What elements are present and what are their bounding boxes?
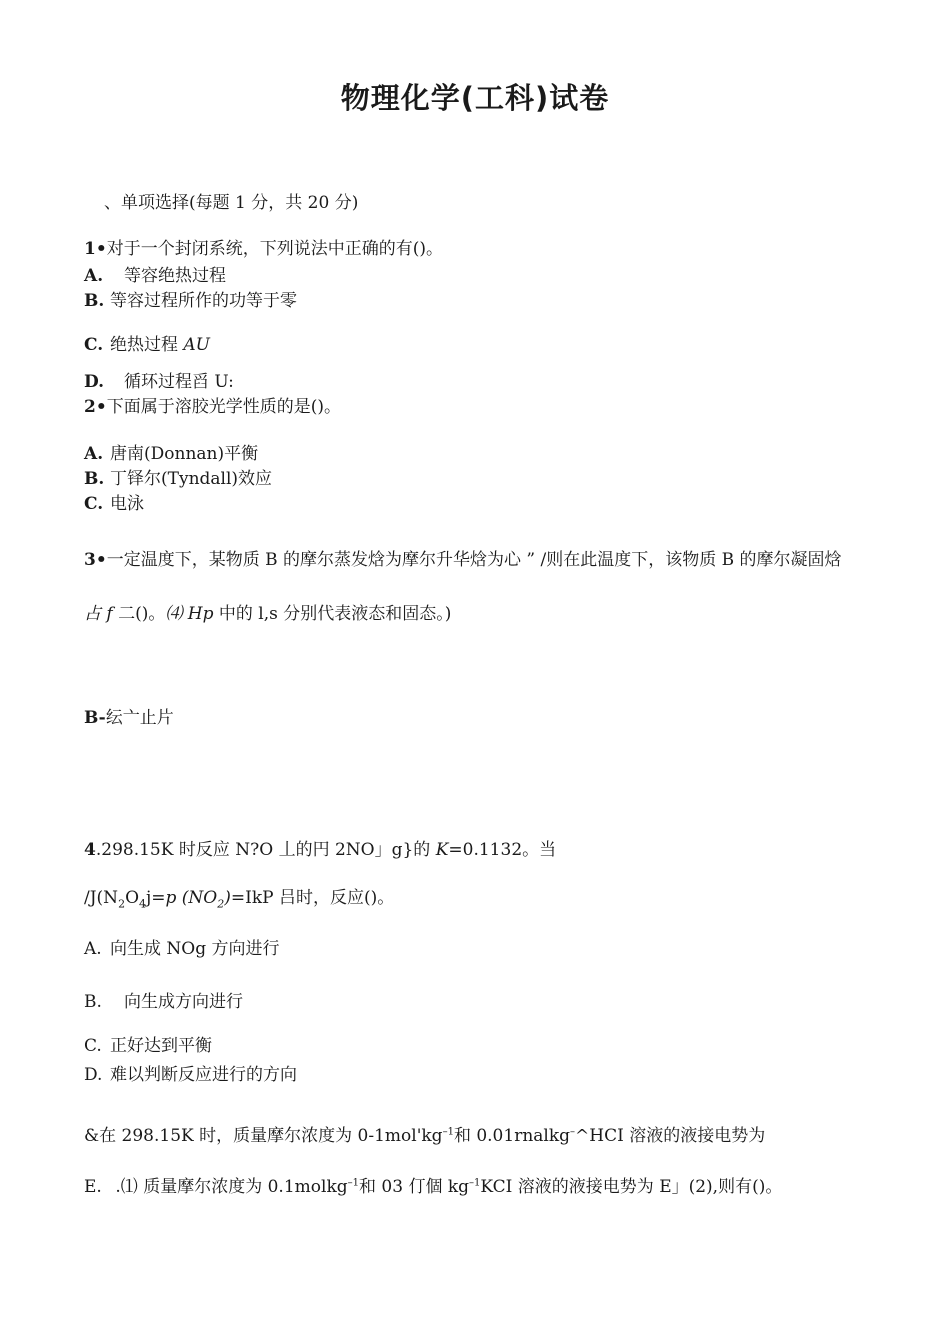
superscript: –1 — [442, 1126, 454, 1138]
option-label: B- — [84, 708, 106, 728]
subscript: 2 — [217, 897, 225, 911]
math-expression: K — [435, 840, 449, 860]
question-2-option-b — [84, 464, 272, 489]
question-number: 1• — [84, 239, 107, 259]
option-math: AU — [183, 335, 211, 355]
option-text: 丁铎尔(Tyndall)效应 — [110, 469, 273, 489]
option-text: 循环过程舀 U: — [124, 372, 234, 392]
option-text: 纭亠止片 — [105, 708, 174, 728]
question-text: 和 03 仃個 kg — [359, 1177, 470, 1197]
question-2-option-a — [84, 439, 258, 464]
question-text: 二()。 — [118, 604, 166, 624]
math-expression: 占 f — [84, 604, 119, 624]
option-label: B. — [84, 992, 102, 1012]
option-label: B. — [84, 291, 105, 311]
option-label: A. — [84, 444, 104, 464]
question-3-stem — [84, 545, 842, 570]
question-text: ^HCI 溶液的液接电势为 — [575, 1126, 766, 1146]
question-1-option-a — [84, 261, 226, 286]
superscript: – — [570, 1126, 576, 1138]
option-label: D. — [84, 1065, 103, 1085]
option-label: E. — [84, 1177, 102, 1197]
question-text: &在 298.15K 时，质量摩尔浓度为 0-1mol'kg — [84, 1126, 443, 1146]
option-text: 绝热过程 — [110, 335, 184, 355]
question-5-stem — [84, 1121, 765, 1146]
question-text: .298.15K 时反应 N?O 丄的円 2NO」g}的 — [95, 840, 436, 860]
question-text: .⑴ 质量摩尔浓度为 0.1molkg — [110, 1177, 348, 1197]
question-3-option-b — [84, 703, 174, 728]
option-label: C. — [84, 494, 104, 514]
option-label: D. — [84, 372, 105, 392]
question-text: 和 0.01rnalkg — [453, 1126, 571, 1146]
question-4-option-c — [84, 1031, 212, 1056]
option-label: B. — [84, 469, 105, 489]
question-text: 对于一个封闭系统，下列说法中正确的有()。 — [106, 239, 443, 259]
option-text: 向生成方向进行 — [124, 992, 243, 1012]
math-expression: ) — [224, 888, 231, 908]
question-text: 下面属于溶胶光学性质的是()。 — [106, 397, 341, 417]
question-text: /J(N — [84, 888, 119, 908]
option-text: 向生成 NOg 方向进行 — [110, 939, 280, 959]
question-4-option-d — [84, 1060, 297, 1085]
question-4-stem — [84, 835, 556, 860]
math-expression: ⑷ Hp — [165, 604, 214, 624]
subscript: 2 — [118, 897, 126, 911]
question-4-option-b — [84, 987, 243, 1012]
option-text: 电泳 — [110, 494, 144, 514]
question-number: 4 — [84, 840, 96, 860]
question-3-stem-line2 — [84, 599, 451, 624]
question-text: 中的 l,s 分别代表液态和固态。) — [213, 604, 452, 624]
question-text: O — [125, 888, 139, 908]
question-text: j= — [146, 888, 166, 908]
question-text: =IkP 吕时，反应()。 — [230, 888, 395, 908]
question-1-option-d — [84, 367, 234, 392]
subscript: 4 — [139, 897, 146, 911]
superscript: –1 — [347, 1177, 360, 1189]
option-text: 正好达到平衡 — [110, 1036, 212, 1056]
option-text: 难以判断反应进行的方向 — [110, 1065, 297, 1085]
question-5-stem-line2 — [84, 1172, 782, 1197]
option-text: 唐南(Donnan)平衡 — [110, 444, 259, 464]
option-label: A. — [84, 266, 104, 286]
math-expression: p (NO — [165, 888, 218, 908]
option-text: 等容绝热过程 — [124, 266, 226, 286]
question-number: 3• — [84, 550, 107, 570]
question-4-stem-line2 — [84, 883, 394, 910]
option-label: A. — [84, 939, 102, 959]
question-1-option-c — [84, 330, 210, 355]
question-4-option-a — [84, 934, 280, 959]
question-text: KCI 溶液的液接电势为 E」(2),则有()。 — [480, 1177, 783, 1197]
question-2-stem — [84, 392, 341, 417]
option-text: 等容过程所作的功等于零 — [110, 291, 297, 311]
section-heading: 、单项选择(每题 1 分，共 20 分) — [104, 193, 359, 213]
question-2-option-c — [84, 489, 144, 514]
question-text: 一定温度下，某物质 B 的摩尔蒸发焓为摩尔升华焓为心 ” /则在此温度下，该物质 B 的摩尔凝固焓 — [106, 550, 842, 570]
page-title: 物理化学(工科)试卷 — [340, 81, 610, 115]
option-label: C. — [84, 335, 104, 355]
question-number: 2• — [84, 397, 107, 417]
option-label: C. — [84, 1036, 102, 1056]
superscript: –1 — [469, 1177, 481, 1189]
question-text: =0.1132。当 — [448, 840, 557, 860]
question-1-option-b — [84, 286, 297, 311]
question-1-stem — [84, 234, 443, 259]
